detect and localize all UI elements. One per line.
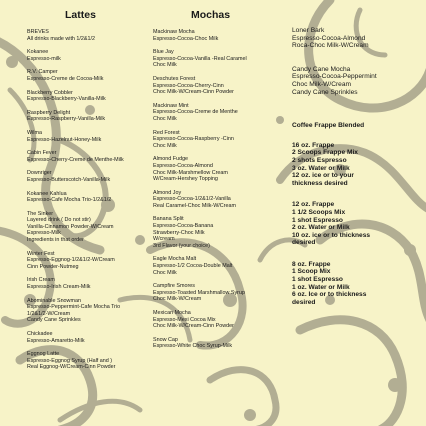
item-detail: Espresso-Cocoa-Creme de Menthe [153, 109, 238, 116]
latte-item [27, 49, 152, 62]
latte-item [27, 29, 152, 42]
special-item [292, 66, 422, 96]
item-detail: Real Caramel-Choc Milk-W/Cream [153, 202, 236, 209]
mocha-item [153, 310, 279, 330]
item-detail: Espresso-Creme de Cocoa-Milk [27, 75, 104, 82]
mocha-item [153, 283, 279, 303]
item-detail: All drinks made with 1/2&1/2 [27, 35, 96, 42]
item-detail: 1/2&1/2-W/Cream [27, 310, 71, 317]
item-detail: Candy Cane Sprinkles [292, 88, 358, 96]
latte-item [27, 150, 152, 163]
item-name: Banana Split [153, 216, 184, 223]
item-detail: 1 shot Espresso [292, 276, 343, 284]
item-name: Downriger [27, 170, 52, 177]
item-detail: Espresso-Irish Cream-Milk [27, 284, 91, 291]
item-name: Mackinaw Mocha [153, 29, 195, 35]
item-detail: 2 Scoops Frappe Mix [292, 149, 358, 157]
item-detail: Espresso-Cocoa-Almond [292, 34, 366, 42]
item-name: Irish Cream [27, 277, 55, 284]
latte-item [27, 130, 152, 143]
item-detail: Roca-Choc Milk-W/Cream [292, 42, 369, 50]
item-detail: 6 oz. Ice or to thickness [292, 291, 367, 299]
item-detail: Vanilla-Cinnamon Powder-W/Cream [27, 223, 114, 230]
item-name: Chickadee [27, 331, 53, 337]
item-detail: Choc Milk [153, 62, 177, 69]
mocha-item [153, 216, 279, 249]
frappe-size-block [292, 201, 422, 247]
item-detail: desired [292, 298, 316, 306]
item-name: Snow Cap [153, 336, 178, 343]
item-detail: Candy Cane Sprinkles [27, 317, 81, 324]
item-detail: Espresso-Eggnog Syrup (Half and ) [27, 357, 113, 364]
item-detail: Espresso-Cocoa-Choc Milk [153, 35, 219, 42]
item-detail: 2 oz. Water or Milk [292, 224, 350, 232]
item-detail: Espresso-Cherry-Creme de Menthe-Milk [27, 156, 124, 163]
frappe-size-block [292, 261, 422, 307]
mocha-item [153, 103, 279, 123]
item-detail: 1 Scoop Mix [292, 268, 331, 276]
item-detail: 3rd Flavor (your choice) [153, 242, 210, 249]
item-detail: desired [292, 239, 316, 247]
item-detail: Espresso-Cocoa-1/2&1/2-Vanilla [153, 196, 231, 203]
item-detail: Espresso-Cafe Mocha Trio-1/2&1/2 [27, 197, 112, 204]
item-name: The Sinker [27, 210, 54, 217]
item-detail: Espresso-Butterscotch-Vanilla-Milk [27, 176, 111, 183]
item-name: Winter Fest [27, 250, 55, 257]
item-detail: Espresso-Mexi Cocoa Mix [153, 316, 216, 323]
latte-item [27, 191, 152, 204]
item-detail: Espresso-Amaretto-Milk [27, 337, 85, 344]
item-name: Kokanee Kahlua [27, 190, 67, 197]
item-detail: 2 shots Espresso [292, 156, 347, 164]
mochas-heading: Mochas [191, 9, 231, 21]
item-detail: Strawberry-Choc Milk [153, 229, 205, 236]
item-detail: Espresso-Cocoa-Vanilla -Real Caramel [153, 55, 247, 62]
item-detail: Espresso-Cocoa-Cherry-Cinn [153, 82, 224, 89]
item-detail: W/Cream-Hershey Topping [153, 176, 218, 183]
item-name: Kokanee [27, 49, 49, 56]
item-name: 16 oz. Frappe [292, 141, 335, 149]
item-name: Blue Jay [153, 49, 174, 56]
item-name: Almond Fudge [153, 156, 189, 163]
latte-item [27, 170, 152, 183]
item-name: Blackberry Cobbler [27, 89, 73, 96]
latte-item [27, 69, 152, 82]
mocha-item [153, 49, 279, 69]
item-name: R.V. Camper [27, 69, 58, 76]
lattes-column [27, 9, 152, 378]
item-name: 12 oz. Frappe [292, 201, 335, 209]
item-detail: Layered drink ( Do not stir) [27, 217, 91, 224]
mocha-item [153, 156, 279, 182]
item-detail: Cinn Powder-Nutmeg [27, 263, 79, 270]
item-detail: Espresso-Raspberry-Vanilla-Milk [27, 116, 106, 123]
latte-item [27, 331, 152, 344]
mocha-item [153, 130, 279, 150]
lattes-heading: Lattes [65, 9, 96, 21]
latte-item [27, 110, 152, 123]
item-detail: Espresso-Cocoa-Banana [153, 223, 214, 230]
mocha-item [153, 190, 279, 210]
item-detail: 1 oz. Water or Milk [292, 283, 350, 291]
item-detail: Espresso-milk [27, 55, 61, 62]
item-detail: 3 oz. Water or Milk [292, 164, 350, 172]
item-name: Loner Bark [292, 27, 325, 34]
mochas-column [153, 9, 279, 357]
item-detail: Espresso-Cocoa-Raspberry -Cinn [153, 136, 234, 143]
latte-item [27, 277, 152, 290]
item-detail: 12 oz. ice or to your [292, 172, 354, 180]
item-detail: Espresso-Eggnog-1/2&1/2-W/Cream [27, 257, 115, 264]
specials-frappe-column [292, 27, 422, 320]
item-name: Red Forest [153, 129, 180, 136]
item-detail: Choc Milk-W/Cream [292, 80, 351, 88]
mocha-item [153, 29, 279, 42]
item-name: Campfire Smores [153, 283, 195, 290]
item-detail: Real Eggnog-W/Cream-Cinn Powder [27, 364, 116, 371]
item-detail: Espresso-White Choc Syrup-Milk [153, 343, 233, 350]
item-name: BREVES [27, 29, 49, 35]
item-name: Candy Cane Mocha [292, 65, 351, 73]
item-name: Deschutes Forest [153, 75, 196, 82]
latte-item [27, 90, 152, 103]
item-detail: W/cream [153, 236, 175, 243]
item-detail: Choc Milk-W/Cream-Cinn Powder [153, 89, 234, 96]
item-detail: Choc Milk [153, 269, 177, 276]
frappe-heading: Coffee Frappe Blended [292, 122, 365, 130]
item-name: Raspberry Delight [27, 109, 71, 116]
item-detail: Ingredients in that order [27, 237, 84, 244]
latte-item [27, 251, 152, 271]
mocha-item [153, 76, 279, 96]
item-detail: Espresso-Milk [27, 230, 61, 237]
item-name: Eagle Mocha Malt [153, 256, 197, 263]
item-detail: 1 1/2 Scoops Mix [292, 208, 346, 216]
item-detail: thickness desired [292, 179, 348, 187]
item-detail: Choc Milk-Marshmellow Cream [153, 169, 228, 176]
item-name: Abominable Snowman [27, 297, 81, 304]
item-detail: Espresso-Blackberry-Vanilla-Milk [27, 96, 106, 103]
mocha-item [153, 337, 279, 350]
frappe-size-block [292, 142, 422, 188]
item-name: Mexican Mocha [153, 310, 191, 316]
special-item [292, 27, 422, 50]
item-detail: Espresso-Peppermint-Cafe Mocha Trio [27, 304, 121, 311]
latte-item [27, 211, 152, 244]
item-name: Eggnog Latte [27, 351, 60, 358]
item-detail: Espresso-Hazelnut-Honey-Milk [27, 136, 102, 143]
item-detail: Espresso-1/2 Cocoa-Double Malt [153, 263, 233, 270]
item-name: 8 oz. Frappe [292, 260, 331, 268]
latte-item [27, 298, 152, 324]
item-detail: 1 shot Espresso [292, 216, 343, 224]
item-detail: Choc Milk [153, 115, 177, 122]
item-detail: Choc Milk-W/Cream [153, 296, 202, 303]
item-detail: Choc Milk-W/Cream-Cinn Powder [153, 323, 234, 330]
item-name: Cabin Fever [27, 150, 57, 157]
item-detail: Espresso-Cocoa-Almond [153, 162, 213, 169]
item-detail: Espresso-Cocoa-Peppermint [292, 73, 377, 81]
item-detail: Espresso-Toasted Marshmallow Syrup [153, 289, 245, 296]
item-name: Almond Joy [153, 189, 182, 196]
item-name: Wilma [27, 129, 42, 136]
mocha-item [153, 256, 279, 276]
latte-item [27, 351, 152, 371]
item-name: Mackinaw Mint [153, 102, 189, 109]
item-detail: 10 oz. ice or to thickness [292, 231, 371, 239]
item-detail: Choc Milk [153, 142, 177, 149]
